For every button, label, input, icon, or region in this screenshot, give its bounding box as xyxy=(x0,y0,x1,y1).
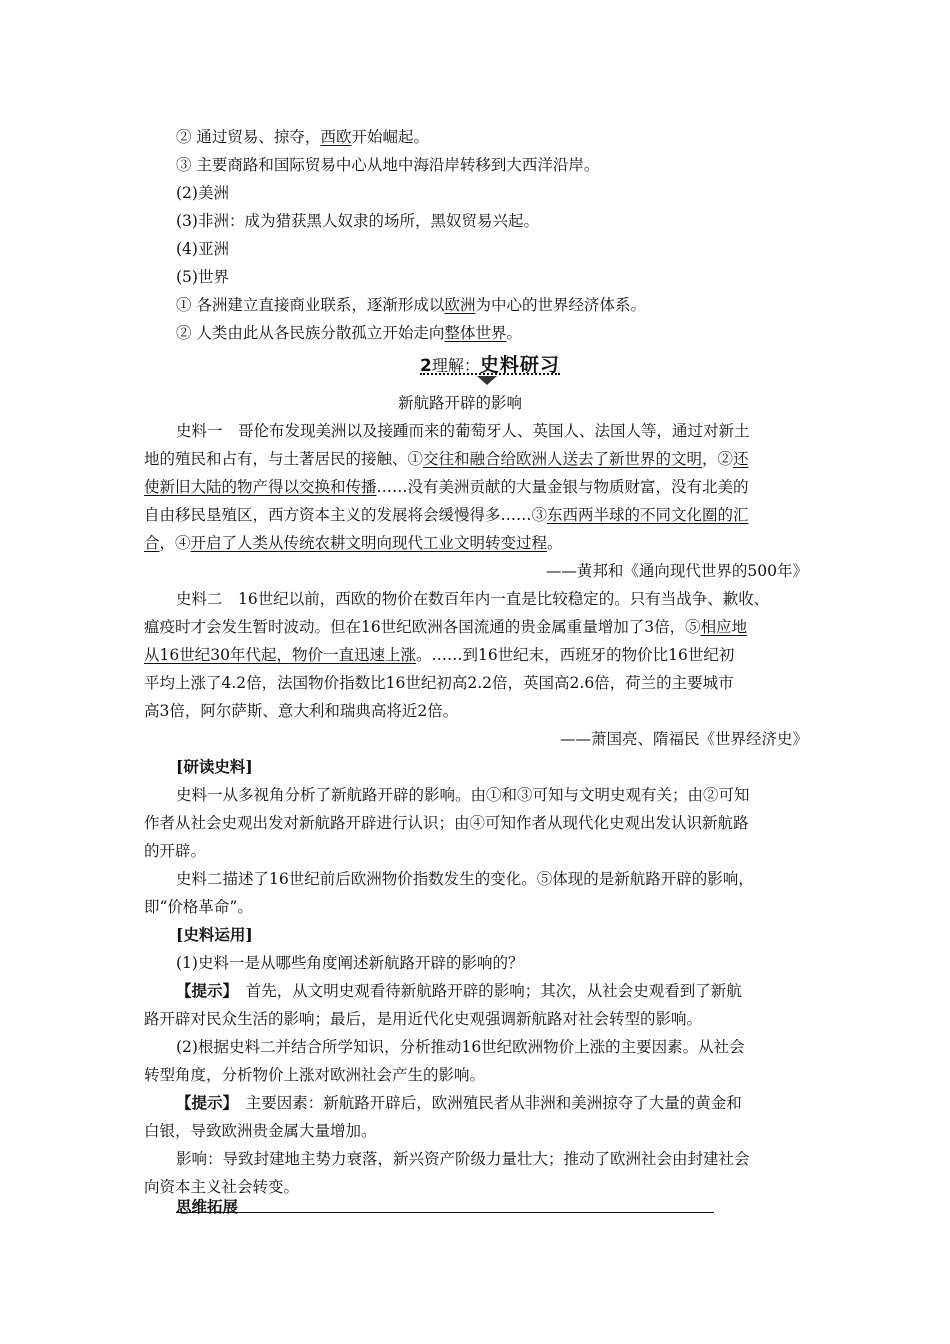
intro-heading-americas: (2)美洲 xyxy=(176,184,229,202)
material-1-line-2 xyxy=(144,448,749,470)
underlined-phrase: 开启了人类从传统农耕文明向现代工业文明转变过程 xyxy=(190,534,548,552)
material-1-line-5 xyxy=(144,532,563,554)
intro-heading-asia: (4)亚洲 xyxy=(176,240,229,258)
underlined-phrase: 还 xyxy=(733,450,749,468)
text-run: 为中心的世界经济体系。 xyxy=(475,296,646,314)
hint-1-line-1 xyxy=(176,980,742,1002)
text-run: 瘟疫时才会发生暂时波动。但在16世纪欧洲各国流通的贵金属重量增加了3倍，⑤ xyxy=(144,618,701,636)
text-run: 地的殖民和占有，与土著居民的接触、① xyxy=(144,450,424,468)
text-run: ……没有美洲贡献的大量金银与物质财富，没有北美的 xyxy=(376,478,749,496)
study-heading: [研读史料] xyxy=(176,757,253,776)
banner-number: 2 xyxy=(420,356,432,376)
text-run: 首先，从文明史观看待新航路开辟的影响；其次，从社会史观看到了新航 xyxy=(230,982,742,1000)
apply-heading: [史料运用] xyxy=(176,925,253,944)
hint-1-line-2: 路开辟对民众生活的影响；最后，是用近代化史观强调新航路对社会转型的影响。 xyxy=(144,1010,703,1028)
underlined-phrase: 交往和融合给欧洲人送去了新世界的文明 xyxy=(423,450,703,468)
underlined-term: 西欧 xyxy=(320,128,352,146)
text-run: 主要因素：新航路开辟后，欧洲殖民者从非洲和美洲掠夺了大量的黄金和 xyxy=(230,1094,742,1112)
question-2-line-2: 转型角度，分析物价上涨对欧洲社会产生的影响。 xyxy=(144,1066,486,1084)
banner-arrow-icon xyxy=(477,376,497,385)
underlined-phrase: 使新旧大陆的物产得以交换和传播 xyxy=(144,478,377,496)
footer-heading: 思维拓展 xyxy=(176,1197,239,1216)
text-run: ，④ xyxy=(159,534,191,552)
impact-line-2: 向资本主义社会转变。 xyxy=(144,1178,300,1196)
study-line-4: 史料二描述了16世纪前后欧洲物价指数发生的变化。⑤体现的是新航路开辟的影响， xyxy=(176,870,754,888)
hint-2-line-2: 白银，导致欧洲贵金属大量增加。 xyxy=(144,1122,377,1140)
material-1-line-1: 史料一 哥伦布发现美洲以及接踵而来的葡萄牙人、英国人、法国人等，通过对新土 xyxy=(176,422,750,440)
hint-label: 【提示】 xyxy=(176,1093,231,1112)
intro-line-world-1 xyxy=(176,294,646,316)
intro-line-1 xyxy=(176,126,429,148)
text-run: 自由移民垦殖区，西方资本主义的发展将会缓慢得多……③ xyxy=(144,506,548,524)
material-2-source: ——萧国亮、隋福民《世界经济史》 xyxy=(559,730,808,748)
question-1: (1)史料一是从哪些角度阐述新航路开辟的影响的？ xyxy=(176,954,524,972)
underlined-term: 整体世界 xyxy=(444,324,507,342)
study-line-1: 史料一从多视角分析了新航路开辟的影响。由①和③可知与文明史观有关；由②可知 xyxy=(176,786,750,804)
banner-title: 史料研习 xyxy=(479,354,560,376)
impact-line-1: 影响：导致封建地主势力衰落，新兴资产阶级力量壮大；推动了欧洲社会由封建社会 xyxy=(176,1150,750,1168)
text-run: ，② xyxy=(702,450,734,468)
study-line-3: 的开辟。 xyxy=(144,842,207,860)
text-run: 开始崛起。 xyxy=(351,128,429,146)
underlined-phrase: 相应地 xyxy=(700,618,748,636)
material-1-source: ——黄邦和《通向现代世界的500年》 xyxy=(545,562,808,580)
underlined-phrase: 合 xyxy=(144,534,160,552)
text-run: 。 xyxy=(506,324,522,342)
underlined-phrase: 从16世纪30年代起，物价一直迅速上涨 xyxy=(144,646,416,664)
intro-line-2: ③ 主要商路和国际贸易中心从地中海沿岸转移到大西洋沿岸。 xyxy=(176,156,600,174)
hint-2-line-1 xyxy=(176,1092,742,1114)
material-2-line-5: 高3倍，阿尔萨斯、意大利和瑞典高将近2倍。 xyxy=(144,702,459,720)
material-2-line-4: 平均上涨了4.2倍，法国物价指数比16世纪初高2.2倍，英国高2.6倍，荷兰的主要城市 xyxy=(144,674,734,692)
intro-heading-africa: (3)非洲：成为猎获黑人奴隶的场所，黑奴贸易兴起。 xyxy=(176,212,539,230)
material-2-line-3 xyxy=(144,644,734,666)
study-line-5: 即“价格革命”。 xyxy=(144,898,253,916)
material-1-line-4 xyxy=(144,504,749,526)
material-2-line-1: 史料二 16世纪以前，西欧的物价在数百年内一直是比较稳定的。只有当战争、歉收、 xyxy=(176,590,770,608)
text-run: 。……到16世纪末，西班牙的物价比16世纪初 xyxy=(415,646,735,664)
question-2-line-1: (2)根据史料二并结合所学知识，分析推动16世纪欧洲物价上涨的主要因素。从社会 xyxy=(176,1038,745,1056)
material-1-line-3 xyxy=(144,476,749,498)
underlined-phrase: 东西两半球的不同文化圈的汇 xyxy=(547,506,749,524)
banner-underline xyxy=(420,373,560,375)
footer-rule xyxy=(176,1212,714,1213)
hint-label: 【提示】 xyxy=(176,981,231,1000)
intro-heading-world: (5)世界 xyxy=(176,268,229,286)
text-run: ② 通过贸易、掠夺， xyxy=(176,128,321,146)
study-line-2: 作者从社会史观出发对新航路开辟进行认识；由④可知作者从现代化史观出发认识新航路 xyxy=(144,814,749,832)
banner-label: 理解： xyxy=(431,356,480,375)
section-title: 新航路开辟的影响 xyxy=(398,394,523,412)
text-run: ① 各洲建立直接商业联系，逐渐形成以 xyxy=(176,296,445,314)
text-run: ② 人类由此从各民族分散孤立开始走向 xyxy=(176,324,445,342)
intro-line-world-2 xyxy=(176,322,522,344)
material-2-line-2 xyxy=(144,616,747,638)
text-run: 。 xyxy=(547,534,563,552)
underlined-term: 欧洲 xyxy=(444,296,476,314)
